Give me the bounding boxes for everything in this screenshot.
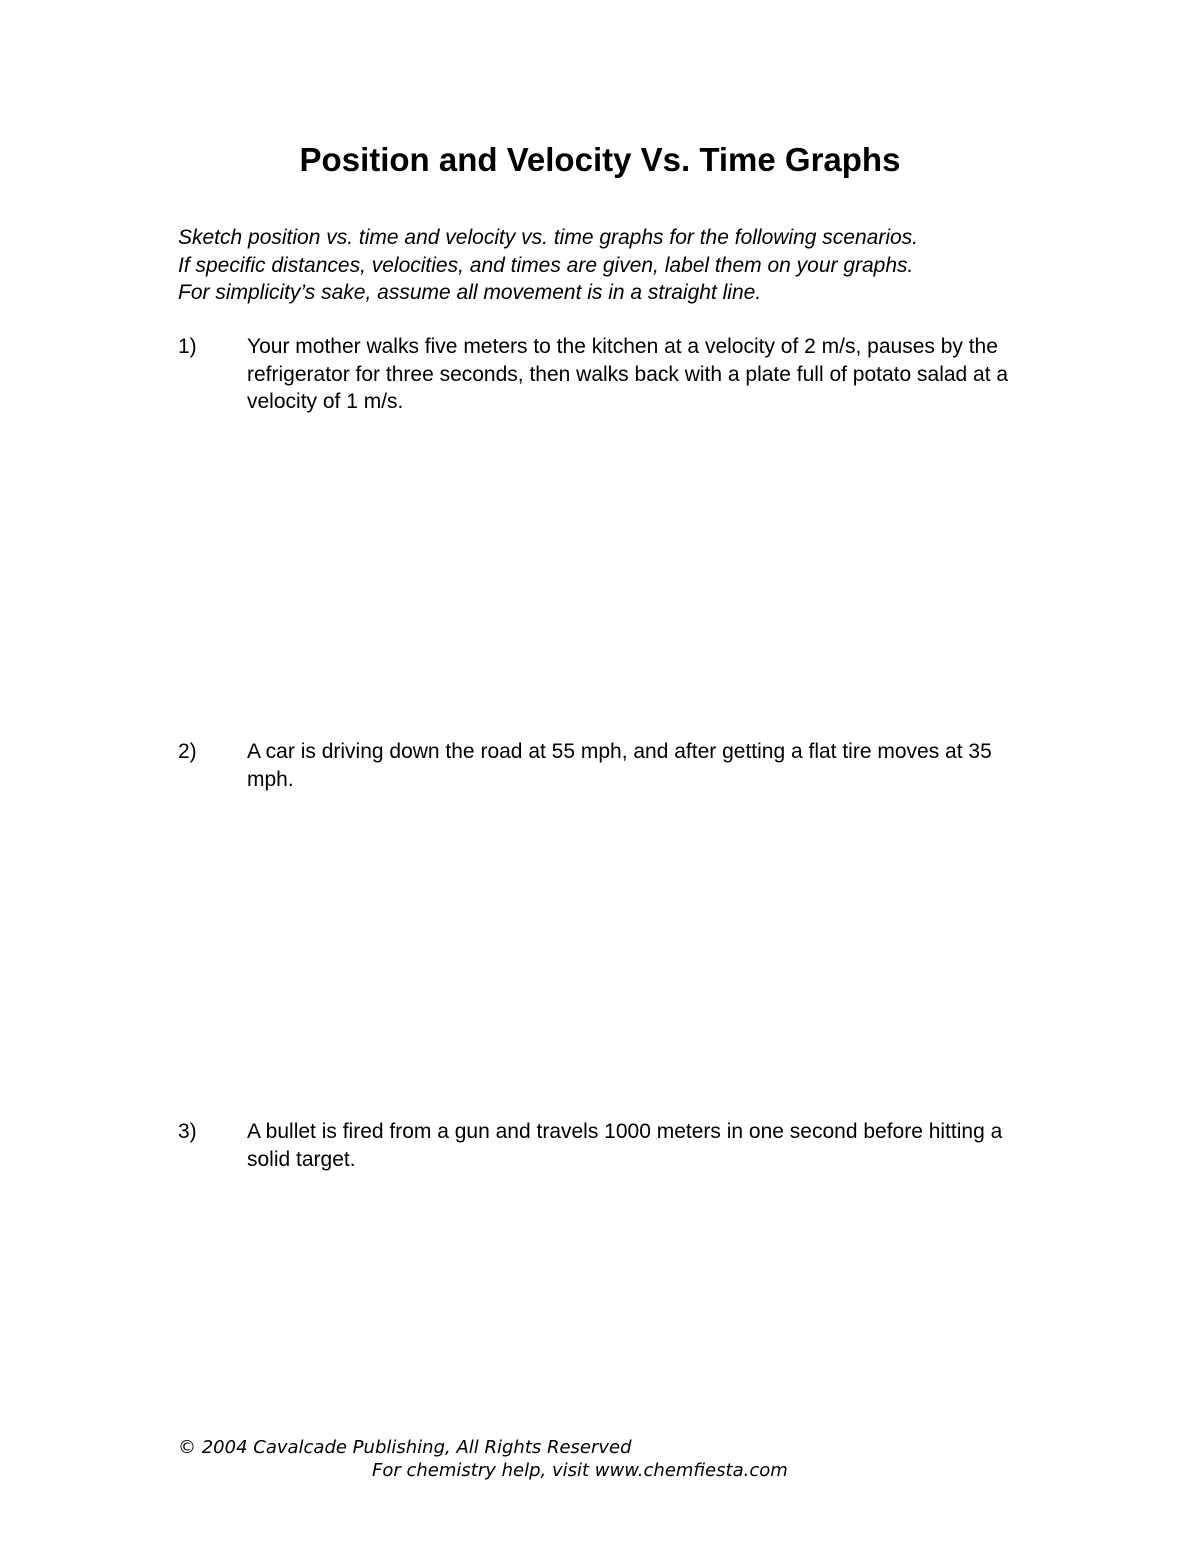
footer-copyright: © 2004 Cavalcade Publishing, All Rights Reserved [178,1437,632,1458]
instruction-line: Sketch position vs. time and velocity vs. time graphs for the following scenarios. [178,226,919,249]
question-number: 2) [178,740,197,763]
question-text: A bullet is fired from a gun and travels 1000 meters in one second before hitting a solid target. [247,1120,1003,1171]
instruction-line: For simplicity’s sake, assume all movement is in a straight line. [178,281,762,304]
question-text: A car is driving down the road at 55 mph, and after getting a flat tire moves at 35 mph. [247,740,992,791]
question-number: 1) [178,335,197,358]
page-title: Position and Velocity Vs. Time Graphs [299,141,901,178]
question-text: Your mother walks five meters to the kitchen at a velocity of 2 m/s, pauses by the refrigerator for three seconds, then walks back with a plate full of potato salad at a velocity of 1 m/s. [247,335,1009,413]
footer-help-link: For chemistry help, visit www.chemfiesta.com [372,1460,788,1481]
question-number: 3) [178,1120,197,1143]
instructions [178,224,1058,307]
instruction-line: If specific distances, velocities, and times are given, label them on your graphs. [178,253,914,277]
